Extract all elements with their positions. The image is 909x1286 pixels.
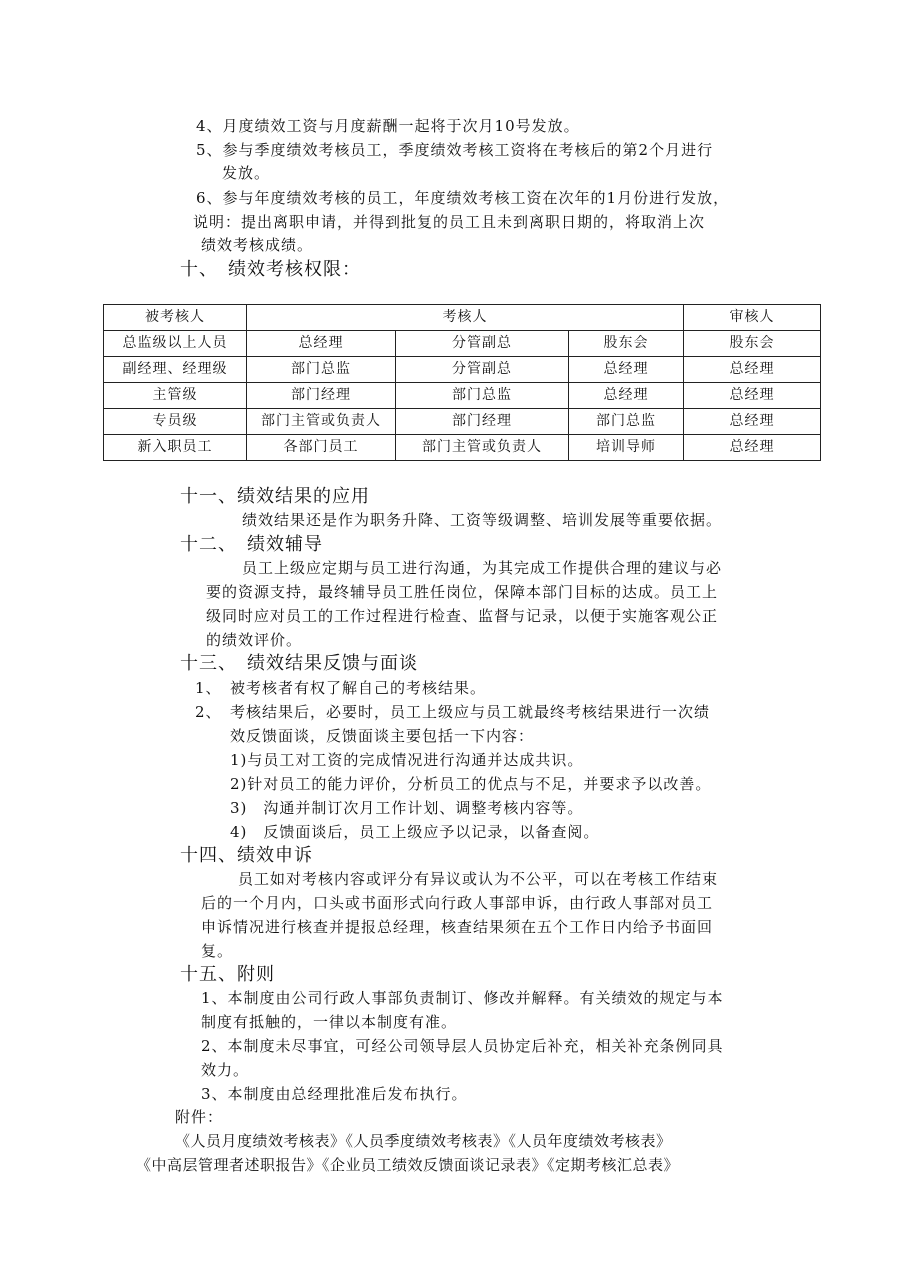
section-12-line1: 员工上级应定期与员工进行沟通，为其完成工作提供合理的建议与必	[242, 559, 723, 577]
table-cell: 新入职员工	[104, 435, 247, 461]
section-13-title: 十三、 绩效结果反馈与面谈	[180, 653, 418, 674]
table-cell: 部门经理	[247, 383, 396, 409]
table-cell: 分管副总	[396, 331, 569, 357]
table-cell: 分管副总	[396, 357, 569, 383]
section-13-sub-2: 2)针对员工的能力评价，分析员工的优点与不足，并要求予以改善。	[230, 775, 712, 793]
section-13-sub-4: 4) 反馈面谈后，员工上级应予以记录，以备查阅。	[230, 823, 600, 841]
table-cell: 股东会	[569, 331, 684, 357]
section-12-title: 十二、 绩效辅导	[180, 534, 323, 555]
section-11-body: 绩效结果还是作为职务升降、工资等级调整、培训发展等重要依据。	[242, 511, 723, 529]
table-cell: 部门总监	[569, 409, 684, 435]
section-14-line2: 后的一个月内，口头或书面形式向行政人事部申诉，由行政人事部对员工	[201, 894, 714, 912]
section-14-title: 十四、绩效申诉	[180, 845, 313, 866]
section-15-item-3: 3、本制度由总经理批准后发布执行。	[201, 1085, 468, 1103]
table-cell: 各部门员工	[247, 435, 396, 461]
section-15-item-1-line1: 1、本制度由公司行政人事部负责制订、修改并解释。有关绩效的规定与本	[201, 989, 724, 1007]
section-15-item-2-line2: 效力。	[201, 1061, 250, 1079]
table-cell: 总经理	[684, 357, 821, 383]
section-14-line4: 复。	[201, 942, 234, 960]
table-cell: 总监级以上人员	[104, 331, 247, 357]
attachments-line1: 《人员月度绩效考核表》《人员季度绩效考核表》《人员年度绩效考核表》	[175, 1132, 672, 1150]
table-row	[104, 357, 821, 383]
section-12-line4: 的绩效评价。	[206, 631, 303, 649]
section-13-sub-3: 3) 沟通并制订次月工作计划、调整考核内容等。	[230, 799, 584, 817]
table-cell: 部门总监	[396, 383, 569, 409]
authority-table	[103, 304, 821, 461]
table-row	[104, 409, 821, 435]
table-row	[104, 331, 821, 357]
attachments-label: 附件：	[175, 1108, 224, 1126]
section-10-title: 十、 绩效考核权限：	[180, 259, 361, 280]
header-evaluator: 考核人	[247, 305, 684, 331]
header-reviewer: 审核人	[684, 305, 821, 331]
table-cell: 部门总监	[247, 357, 396, 383]
payment-item-5-line1: 5、参与季度绩效考核员工，季度绩效考核工资将在考核后的第2个月进行	[196, 141, 714, 159]
section-15-item-2-line1: 2、本制度未尽事宜，可经公司领导层人员协定后补充，相关补充条例同具	[201, 1037, 724, 1055]
table-row	[104, 383, 821, 409]
table-cell: 部门主管或负责人	[396, 435, 569, 461]
section-13-item-2-line2: 效反馈面谈，反馈面谈主要包括一下内容：	[230, 727, 535, 745]
header-evaluatee: 被考核人	[104, 305, 247, 331]
section-15-title: 十五、附则	[180, 964, 275, 985]
section-13-item-2-line1: 2、 考核结果后，必要时，员工上级应与员工就最终考核结果进行一次绩	[195, 703, 711, 721]
table-cell: 总经理	[684, 383, 821, 409]
table-cell: 培训导师	[569, 435, 684, 461]
section-12-line2: 要的资源支持，最终辅导员工胜任岗位，保障本部门目标的达成。员工上	[206, 583, 719, 601]
section-14-line1: 员工如对考核内容或评分有异议或认为不公平，可以在考核工作结束	[238, 870, 719, 888]
table-cell: 总经理	[247, 331, 396, 357]
table-header-row	[104, 305, 821, 331]
payment-item-6: 6、参与年度绩效考核的员工，年度绩效考核工资在次年的1月份进行发放，	[196, 189, 730, 207]
attachments-line2: 《中高层管理者述职报告》《企业员工绩效反馈面谈记录表》《定期考核汇总表》	[136, 1156, 680, 1174]
table-cell: 专员级	[104, 409, 247, 435]
section-12-line3: 级同时应对员工的工作过程进行检查、监督与记录，以便于实施客观公正	[206, 607, 719, 625]
section-14-line3: 申诉情况进行核查并提报总经理，核查结果须在五个工作日内给予书面回	[201, 918, 714, 936]
table-cell: 总经理	[569, 357, 684, 383]
table-cell: 部门主管或负责人	[247, 409, 396, 435]
table-cell: 主管级	[104, 383, 247, 409]
table-cell: 总经理	[684, 409, 821, 435]
section-13-sub-1: 1)与员工对工资的完成情况进行沟通并达成共识。	[230, 751, 584, 769]
section-11-title: 十一、绩效结果的应用	[180, 486, 370, 507]
section-13-item-1: 1、 被考核者有权了解自己的考核结果。	[195, 679, 487, 697]
payment-item-5-line2: 发放。	[222, 164, 271, 182]
section-15-item-1-line2: 制度有抵触的，一律以本制度有准。	[201, 1013, 458, 1031]
table-row	[104, 435, 821, 461]
note-line1: 说明：提出离职申请，并得到批复的员工且未到离职日期的，将取消上次	[193, 213, 706, 231]
table-cell: 副经理、经理级	[104, 357, 247, 383]
table-cell: 总经理	[684, 435, 821, 461]
table-cell: 总经理	[569, 383, 684, 409]
table-cell: 股东会	[684, 331, 821, 357]
payment-item-4: 4、月度绩效工资与月度薪酬一起将于次月10号发放。	[196, 117, 580, 135]
note-line2: 绩效考核成绩。	[201, 236, 314, 254]
table-cell: 部门经理	[396, 409, 569, 435]
